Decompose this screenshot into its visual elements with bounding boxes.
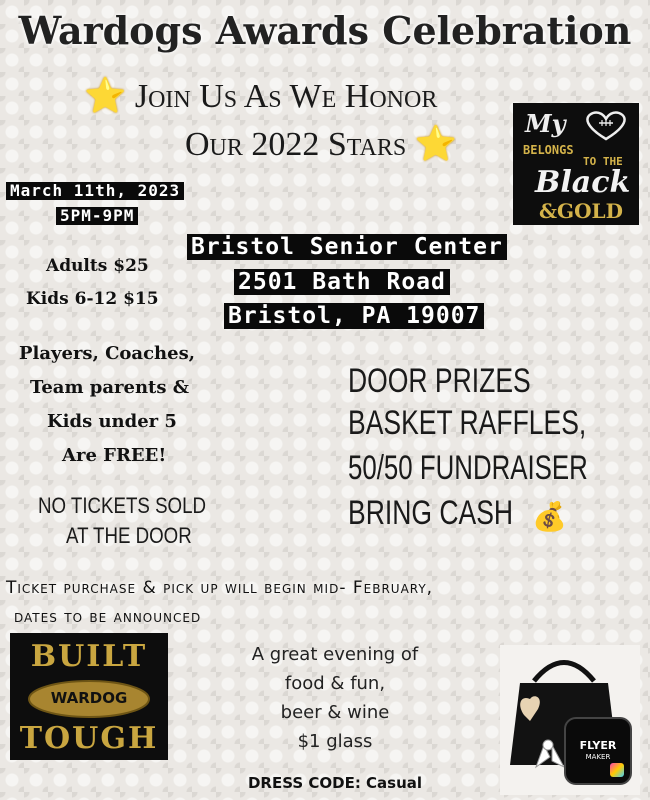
logo-built: BUILT bbox=[30, 639, 148, 674]
no-tickets-line-2: AT THE DOOR bbox=[66, 523, 192, 548]
no-tickets-line-1: NO TICKETS SOLD bbox=[38, 493, 206, 518]
event-title: Wardogs Awards Celebration bbox=[18, 8, 632, 53]
flyer-maker-line-2: MAKER bbox=[585, 753, 611, 761]
event-date bbox=[6, 181, 184, 200]
venue-city: Bristol, PA 19007 bbox=[224, 303, 484, 329]
extras-line-4 bbox=[348, 494, 560, 533]
star-icon: ⭐ bbox=[84, 78, 127, 115]
tagline-text-1: Join Us As We Honor bbox=[134, 78, 438, 115]
logo-gold: &GOLD bbox=[539, 199, 623, 223]
built-wardog-tough-logo bbox=[10, 633, 168, 760]
date-time: 5PM-9PM bbox=[56, 207, 138, 225]
tagline-text-2: Our 2022 Stars bbox=[185, 126, 407, 163]
free-line-3: Kids under 5 bbox=[47, 411, 177, 432]
venue-street: 2501 Bath Road bbox=[234, 269, 450, 295]
logo-belongs: BELONGS bbox=[523, 143, 574, 157]
free-line-2: Team parents & bbox=[30, 377, 189, 398]
ticket-info-line-2: dates to be announced bbox=[14, 607, 202, 627]
price-kids: Kids 6-12 $15 bbox=[26, 289, 159, 309]
bring-cash-text: BRING CASH bbox=[348, 494, 514, 532]
logo-wardog: WARDOG bbox=[50, 689, 128, 707]
ticket-info-line-1: Ticket purchase & pick up will begin mid- February, bbox=[6, 578, 434, 598]
black-and-gold-logo bbox=[513, 103, 639, 225]
bag-and-app-graphic bbox=[500, 645, 640, 795]
flyer-maker-app-icon bbox=[564, 717, 632, 785]
flyer-maker-line-1: FLYER bbox=[579, 739, 617, 752]
date-day: March 11th, 2023 bbox=[6, 182, 184, 200]
tagline-line-2 bbox=[185, 124, 457, 164]
logo-tough: TOUGH bbox=[19, 721, 159, 756]
venue-name: Bristol Senior Center bbox=[187, 234, 507, 260]
football-heart-icon bbox=[581, 109, 631, 141]
extras-line-1: DOOR PRIZES bbox=[348, 362, 531, 400]
dress-code: DRESS CODE: Casual bbox=[247, 774, 423, 792]
tagline-line-1 bbox=[84, 76, 437, 116]
flyer-maker-accent bbox=[610, 763, 624, 777]
evening-line-4: $1 glass bbox=[297, 731, 373, 752]
logo-my: My bbox=[525, 109, 566, 138]
evening-line-2: food & fun, bbox=[284, 673, 386, 694]
evening-line-3: beer & wine bbox=[280, 702, 390, 723]
logo-to-the: TO THE bbox=[583, 155, 623, 168]
money-bag-icon: 💰 bbox=[532, 500, 567, 533]
free-line-1: Players, Coaches, bbox=[19, 343, 195, 364]
event-time bbox=[56, 206, 138, 225]
extras-line-2: BASKET RAFFLES, bbox=[348, 404, 587, 442]
star-icon: ⭐ bbox=[414, 126, 458, 163]
extras-line-3: 50/50 FUNDRAISER bbox=[348, 449, 588, 487]
free-line-4: Are FREE! bbox=[62, 445, 167, 466]
evening-line-1: A great evening of bbox=[251, 644, 419, 665]
price-adults: Adults $25 bbox=[46, 256, 149, 276]
logo-black: Black bbox=[535, 165, 631, 200]
